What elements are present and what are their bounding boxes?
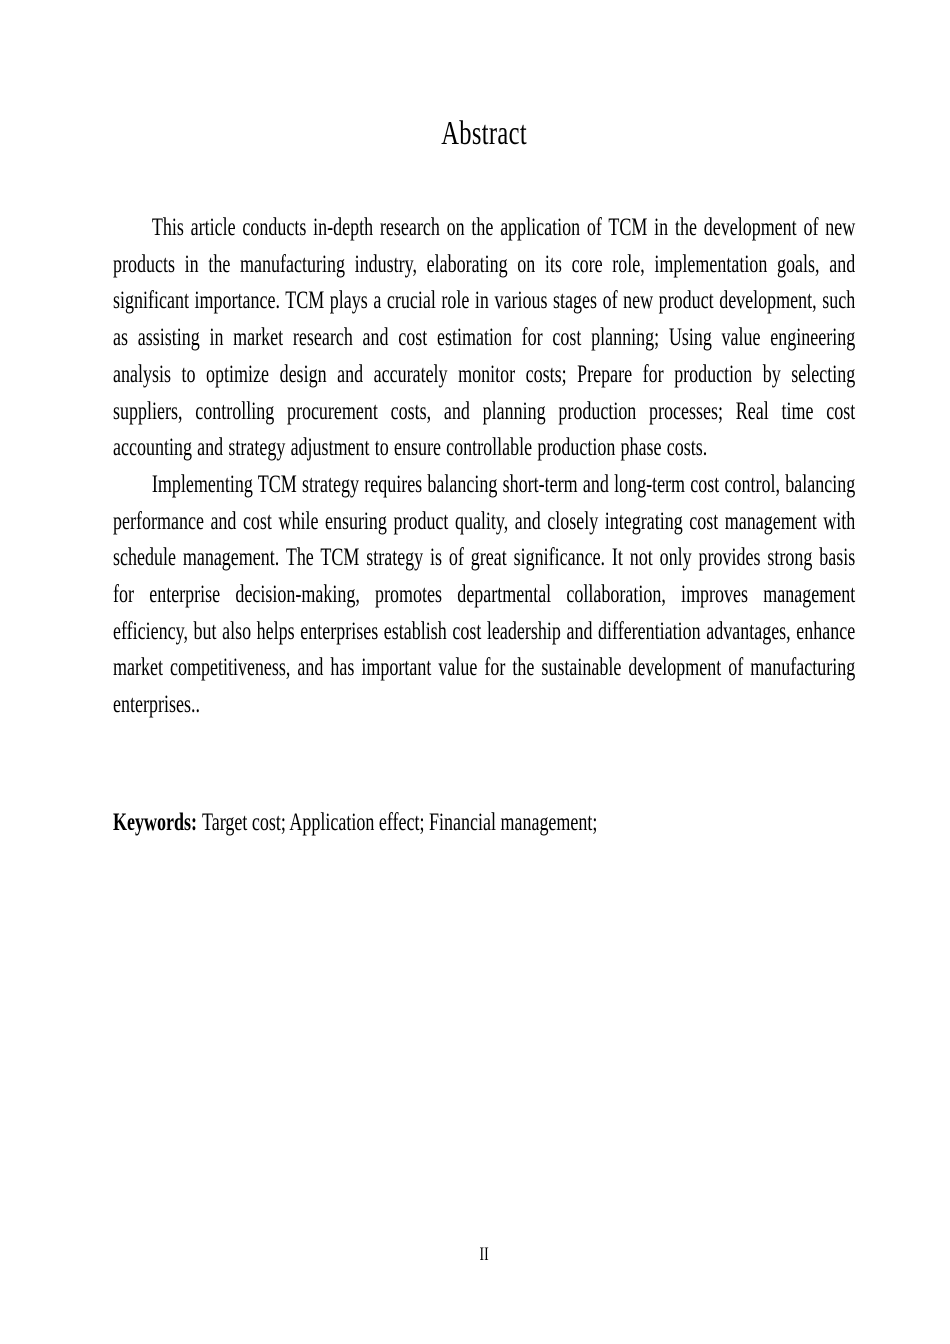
- keywords-line: [113, 805, 855, 842]
- keywords-text: Target cost; Application effect; Financial management;: [202, 809, 598, 836]
- title-block: [113, 114, 855, 154]
- keywords-label: Keywords:: [113, 809, 197, 836]
- abstract-title: Abstract: [441, 115, 528, 152]
- abstract-paragraph-2: Implementing TCM strategy requires balancing short-term and long-term cost control, balancing performance and cost while ensuring product quality, and closely integrating cost management with schedule management. The TCM strategy is of great significance. It not only provides strong basis for enterprise decision-making, promotes departmental collaboration, improves management efficiency, but also helps enterprises establish cost leadership and differentiation advantages, enhance market competitiveness, and has important value for the sustainable development of manufacturing enterprises..: [113, 470, 856, 719]
- page-number: II: [479, 1244, 489, 1265]
- abstract-body: [113, 210, 855, 724]
- page-footer: [113, 1245, 855, 1265]
- abstract-paragraph-1: This article conducts in-depth research on the application of TCM in the development of new products in the manufacturing industry, elaborating on its core role, implementation goals, and significant importance. TCM plays a crucial role in various stages of new product development, such as assisting in market research and cost estimation for cost planning; Using value engineering analysis to optimize design and accurately monitor costs; Prepare for production by selecting suppliers, controlling procurement costs, and planning production processes; Real time cost accounting and strategy adjustment to ensure controllable production phase costs.: [113, 214, 856, 462]
